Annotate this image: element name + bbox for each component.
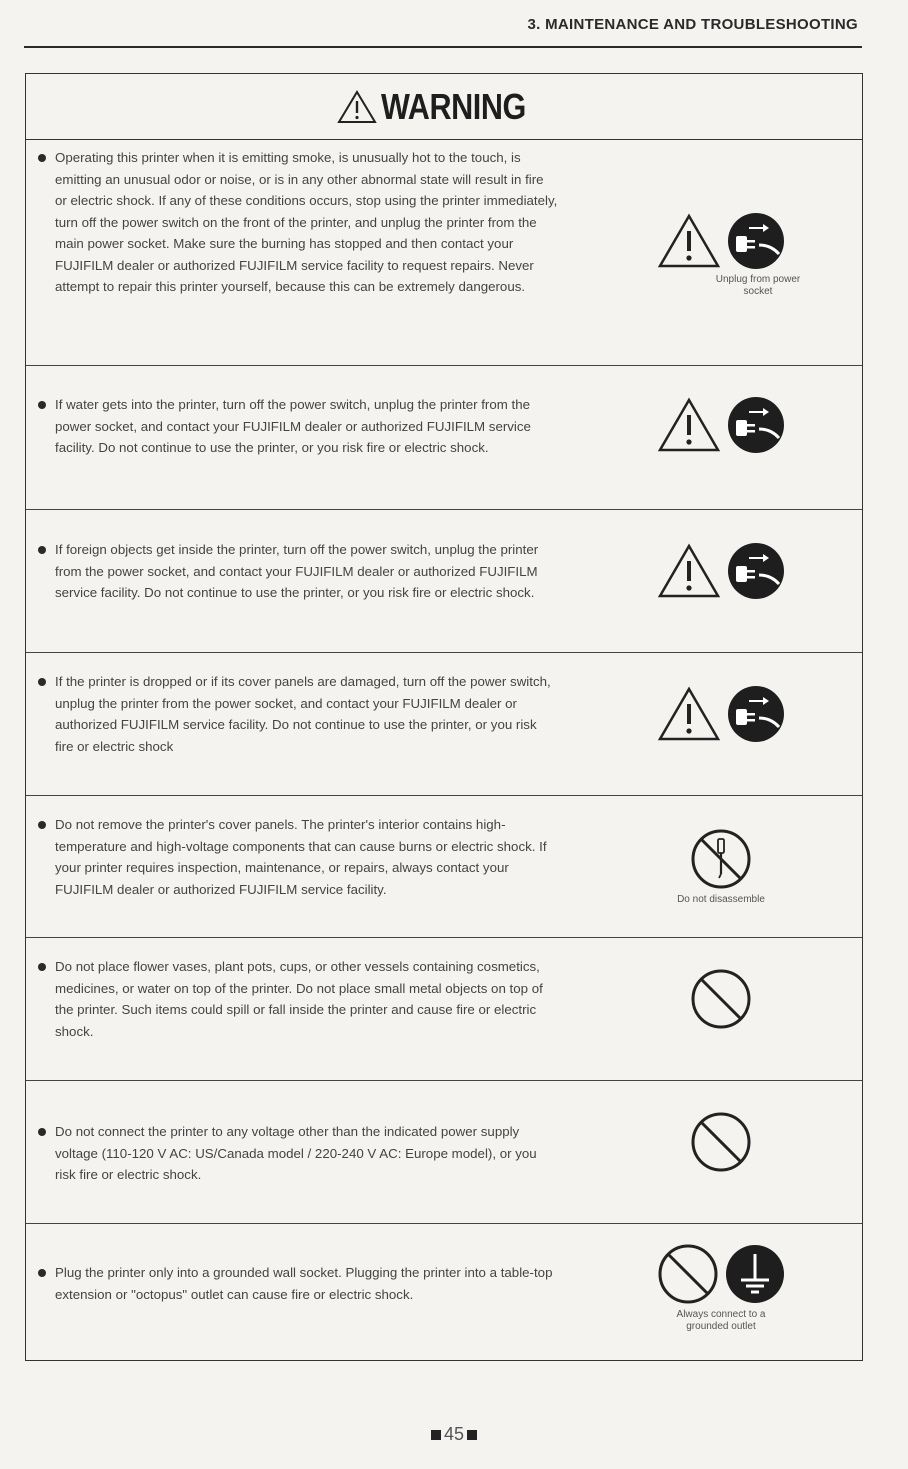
warning-item-text: If water gets into the printer, turn off the power switch, unplug the printer from the power socket, and contact your FUJIFILM dealer or authorized FUJIFILM service facility. Do not continue to use the printer, or you risk fire or electric shock. (55, 397, 531, 455)
warning-triangle-icon (337, 90, 377, 124)
warning-item-text: If the printer is dropped or if its cover panels are damaged, turn off the power switch, unplug the printer from the power socket, and contact your FUJIFILM dealer or authorized FUJIFILM service facility. Do not continue to use the printer, or you risk fire or electric shock (55, 674, 551, 754)
warning-item (26, 1224, 862, 1360)
ground-icon (725, 1244, 785, 1304)
warning-item-text: Do not remove the printer's cover panels. The printer's interior contains high-temperature and high-voltage components that can cause burns or electric shock. If your printer requires inspection, maintenance, or repairs, always contact your FUJIFILM dealer or authorized FUJIFILM service facility. (55, 817, 547, 897)
warning-item-text: Plug the printer only into a grounded wall socket. Plugging the printer into a table-top extension or "octopus" outlet can cause fire or electric shock. (55, 1265, 553, 1302)
warning-item-text: Do not place flower vases, plant pots, cups, or other vessels containing cosmetics, medicines, or water on top of the printer. Do not place small metal objects on top of the printer. Such items could spill or fall inside the printer and cause fire or electric shock. (55, 959, 543, 1039)
bullet (38, 154, 46, 162)
icon-caption: Do not disassemble (677, 894, 765, 905)
page-marker-right (467, 1430, 477, 1440)
warning-title-bar (26, 74, 862, 140)
unplug-icon (727, 685, 785, 743)
warning-item-text: Operating this printer when it is emitting smoke, is unusually hot to the touch, is emitting an unusual odor or noise, or is in any other abnormal state will result in fire or electric shock. If any of these conditions occurs, stop using the printer immediately, turn off the power switch on the front of the printer, and unplug the printer from the main power socket. Make sure the burning has stopped and then contact your FUJIFILM dealer or authorized FUJIFILM service facility to request repairs. Never attempt to repair this printer yourself, because this can be extremely dangerous. (55, 150, 558, 294)
bullet (38, 401, 46, 409)
unplug-icon (727, 212, 785, 270)
icon-caption: Always connect to a grounded outlet (676, 1309, 766, 1332)
warning-item (26, 510, 862, 653)
prohibition-icon (657, 1243, 719, 1305)
section-header: 3. MAINTENANCE AND TROUBLESHOOTING (527, 16, 858, 33)
warning-triangle-icon (657, 686, 721, 742)
bullet (38, 1269, 46, 1277)
page-number-text: 45 (443, 1424, 465, 1444)
bullet (38, 546, 46, 554)
header-rule (24, 46, 862, 48)
bullet (38, 1128, 46, 1136)
bullet (38, 821, 46, 829)
warning-title: WARNING (380, 85, 526, 127)
warning-box (25, 73, 863, 1361)
warning-item (26, 1081, 862, 1224)
warning-item (26, 366, 862, 510)
warning-item (26, 938, 862, 1081)
page-number (0, 1424, 908, 1445)
warning-triangle-icon (657, 543, 721, 599)
bullet (38, 678, 46, 686)
page-marker-left (431, 1430, 441, 1440)
warning-triangle-icon (657, 213, 721, 269)
warning-item (26, 653, 862, 796)
prohibition-icon (690, 968, 752, 1030)
warning-item-text: If foreign objects get inside the printer, turn off the power switch, unplug the printer from the power socket, and contact your FUJIFILM dealer or authorized FUJIFILM service facility. Do not continue to use the printer, or you risk fire or electric shock. (55, 542, 539, 600)
warning-item-text: Do not connect the printer to any voltage other than the indicated power supply voltage (110-120 V AC: US/Canada model / 220-240 V AC: Europe model), or you risk fire or electric shock. (55, 1124, 537, 1182)
do-not-disassemble-icon (690, 828, 752, 890)
prohibition-icon (690, 1111, 752, 1173)
icon-caption: Unplug from power socket (715, 274, 801, 297)
unplug-icon (727, 396, 785, 454)
warning-item (26, 796, 862, 938)
warning-triangle-icon (657, 397, 721, 453)
warning-item (26, 140, 862, 366)
bullet (38, 963, 46, 971)
unplug-icon (727, 542, 785, 600)
